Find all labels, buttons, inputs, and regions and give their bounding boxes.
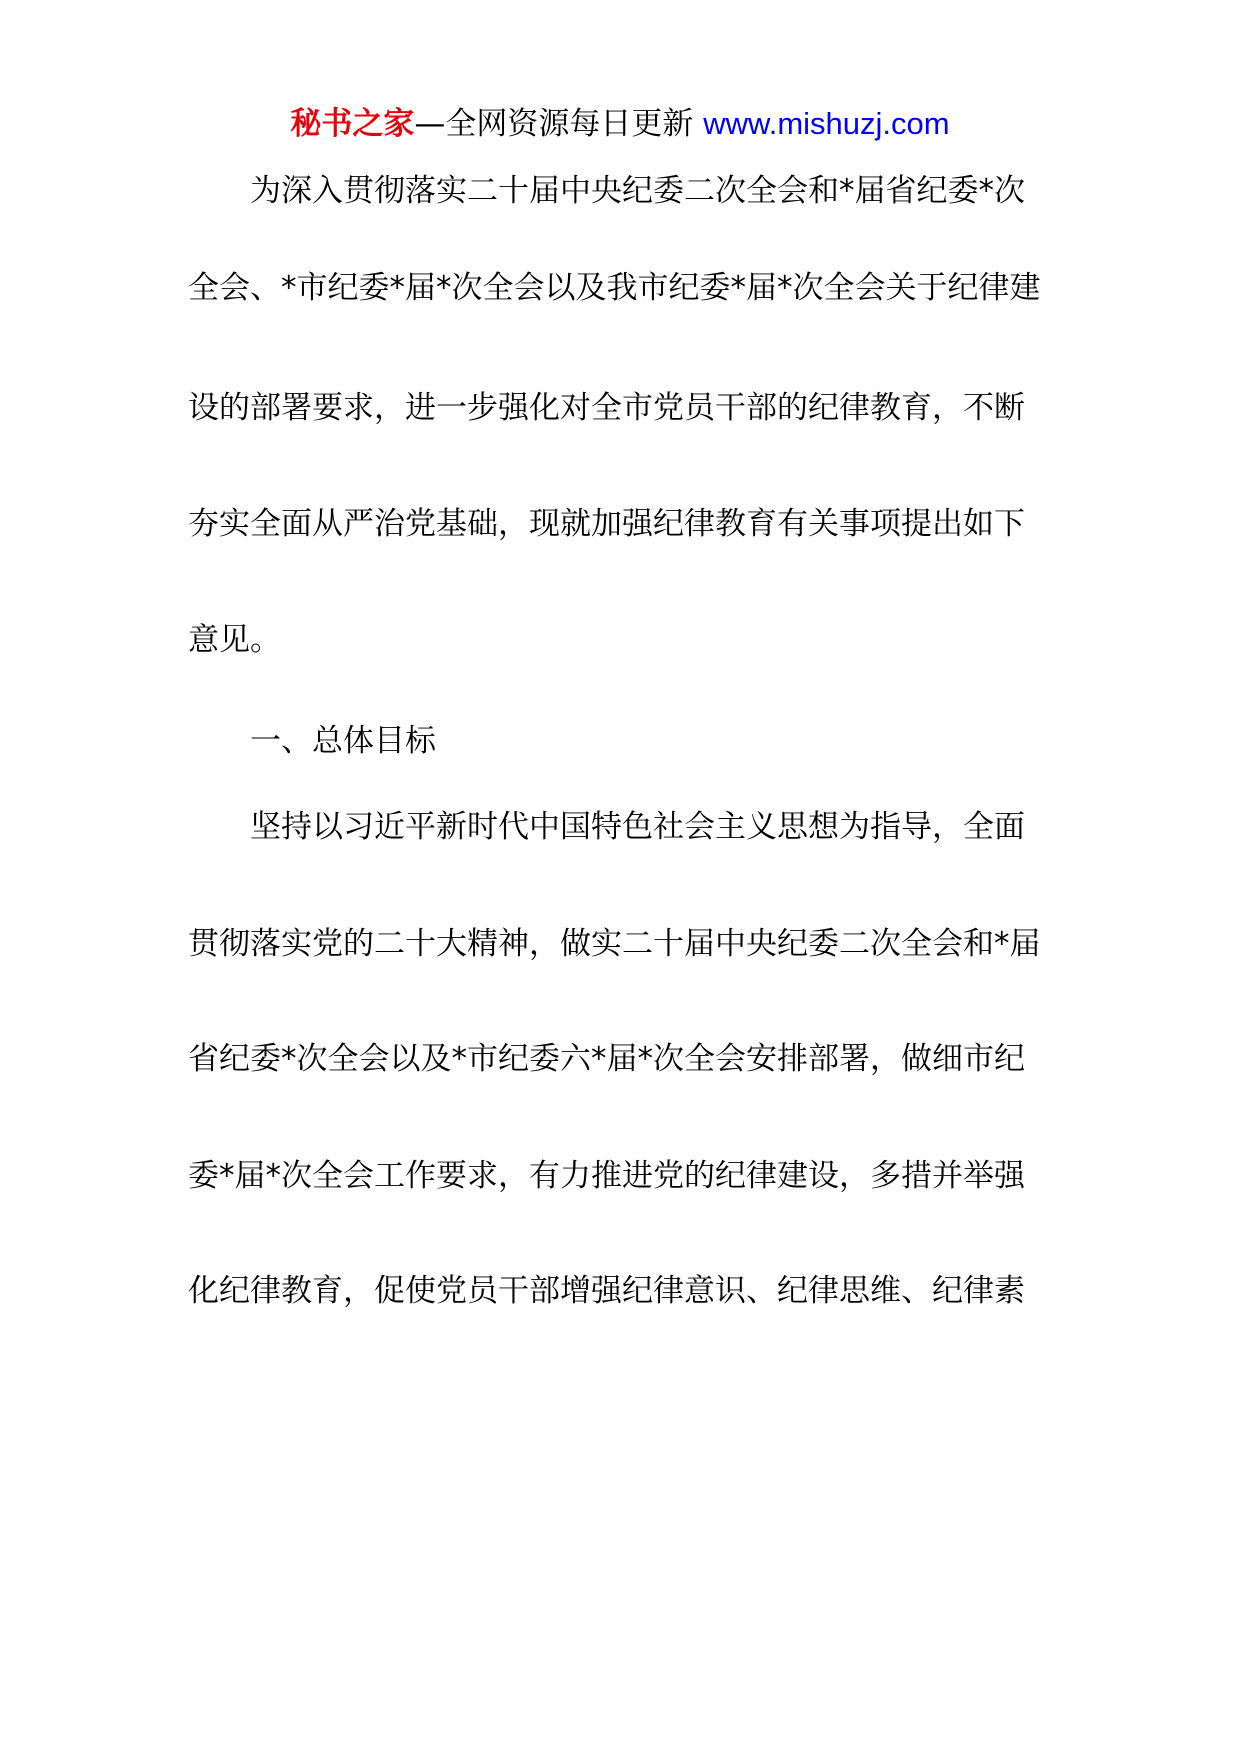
site-brand: 秘书之家	[290, 106, 415, 142]
paragraph-2-line-3: 省纪委*次全会以及*市纪委六*届*次全会安排部署，做细市纪	[188, 1041, 1025, 1077]
site-header	[0, 104, 1240, 144]
section-heading-overall-goal: 一、总体目标	[250, 723, 436, 759]
site-tagline: —全网资源每日更新	[414, 106, 704, 142]
paragraph-1-line-1: 为深入贯彻落实二十届中央纪委二次全会和*届省纪委*次	[250, 173, 1025, 209]
paragraph-1-line-5: 意见。	[188, 622, 281, 658]
paragraph-1-line-2: 全会、*市纪委*届*次全会以及我市纪委*届*次全会关于纪律建	[188, 270, 1041, 306]
paragraph-1-line-3: 设的部署要求，进一步强化对全市党员干部的纪律教育，不断	[188, 390, 1025, 426]
site-url-link[interactable]: www.mishuzj.com	[703, 106, 950, 141]
paragraph-1-line-4: 夯实全面从严治党基础，现就加强纪律教育有关事项提出如下	[188, 506, 1025, 542]
paragraph-2-line-2: 贯彻落实党的二十大精神，做实二十届中央纪委二次全会和*届	[188, 926, 1041, 962]
paragraph-2-line-5: 化纪律教育，促使党员干部增强纪律意识、纪律思维、纪律素	[188, 1273, 1025, 1309]
paragraph-2-line-1: 坚持以习近平新时代中国特色社会主义思想为指导，全面	[250, 809, 1025, 845]
paragraph-2-line-4: 委*届*次全会工作要求，有力推进党的纪律建设，多措并举强	[188, 1158, 1025, 1194]
